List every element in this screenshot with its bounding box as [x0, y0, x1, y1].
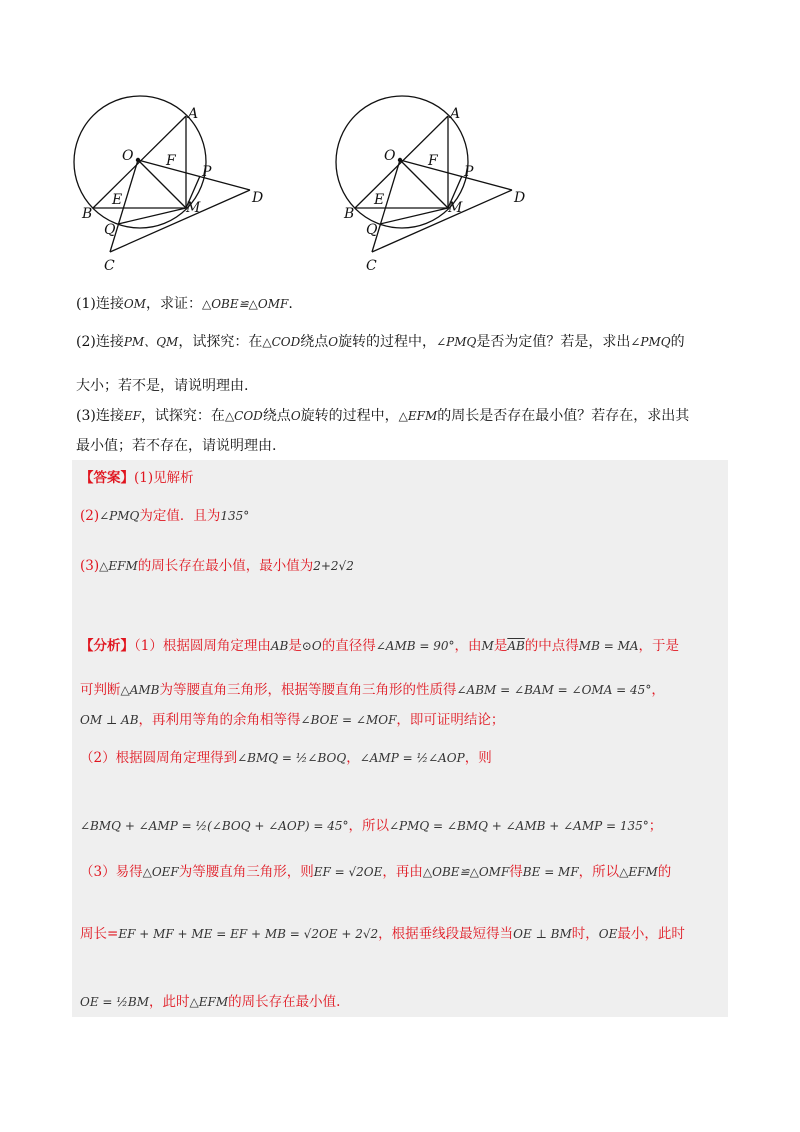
svg-text:C: C: [366, 258, 377, 274]
figure-left: [64, 92, 274, 281]
question-3-line-2: 最小值；若不存在，请说明理由.: [76, 438, 277, 454]
svg-text:P: P: [202, 164, 212, 180]
svg-text:B: B: [344, 206, 355, 222]
svg-text:M: M: [186, 200, 201, 216]
analysis-line-1: 【分析】（1）根据圆周角定理由AB是⊙O的直径得∠AMB = 90°，由M是$\overline{AB}$的中点得MB = MA，于是: [80, 638, 680, 654]
svg-text:A: A: [188, 106, 199, 122]
svg-text:M: M: [448, 200, 463, 216]
answer-line-1: 【答案】(1)见解析: [80, 470, 194, 486]
question-2-line-2: 大小；若不是，请说明理由.: [76, 378, 249, 394]
svg-text:C: C: [104, 258, 115, 274]
svg-text:E: E: [374, 192, 385, 208]
analysis-line-3: OM ⊥ AB，再利用等角的余角相等得∠BOE = ∠MOF，即可证明结论；: [80, 712, 505, 728]
svg-text:O: O: [122, 148, 134, 164]
answer-line-2: (2)∠PMQ为定值．且为135°: [80, 508, 250, 524]
analysis-line-6: （3）易得△OEF为等腰直角三角形，则EF = √2OE，再由△OBE≌△OMF得BE = MF，所以△EFM的: [80, 864, 672, 880]
question-2: (2)连接PM、QM，试探究：在△COD绕点O旋转的过程中，∠PMQ是否为定值？若是，求出∠PMQ的: [76, 334, 685, 350]
svg-text:E: E: [112, 192, 123, 208]
svg-text:O: O: [384, 148, 396, 164]
svg-text:F: F: [428, 153, 438, 169]
question-1: (1)连接OM，求证：△OBE≌△OMF.: [76, 296, 293, 312]
analysis-line-2: 可判断△AMB为等腰直角三角形，根据等腰直角三角形的性质得∠ABM = ∠BAM = ∠OMA = 45°，: [80, 682, 665, 698]
geometry-figure-right: [326, 92, 536, 277]
svg-text:P: P: [464, 164, 474, 180]
geometry-figure-left: [64, 92, 274, 277]
answer-line-3: (3)△EFM的周长存在最小值，最小值为2+2√2: [80, 558, 354, 574]
svg-text:Q: Q: [366, 222, 378, 238]
question-3: (3)连接EF，试探究：在△COD绕点O旋转的过程中，△EFM的周长是否存在最小值？若存在，求出其: [76, 408, 690, 424]
figure-right: [326, 92, 536, 281]
analysis-line-8: OE = ½BM，此时△EFM的周长存在最小值.: [80, 994, 341, 1010]
svg-text:A: A: [450, 106, 461, 122]
svg-text:B: B: [82, 206, 93, 222]
analysis-line-7: 周长=EF + MF + ME = EF + MB = √2OE + 2√2，根据垂线段最短得当OE ⊥ BM时，OE最小，此时: [80, 926, 685, 942]
svg-text:F: F: [166, 153, 176, 169]
analysis-line-4: （2）根据圆周角定理得到∠BMQ = ½∠BOQ，∠AMP = ½∠AOP，则: [80, 750, 492, 766]
svg-text:D: D: [514, 190, 526, 206]
svg-text:D: D: [252, 190, 264, 206]
svg-text:Q: Q: [104, 222, 116, 238]
analysis-line-5: ∠BMQ + ∠AMP = ½(∠BOQ + ∠AOP) = 45°，所以∠PMQ = ∠BMQ + ∠AMB + ∠AMP = 135°；: [80, 818, 663, 834]
